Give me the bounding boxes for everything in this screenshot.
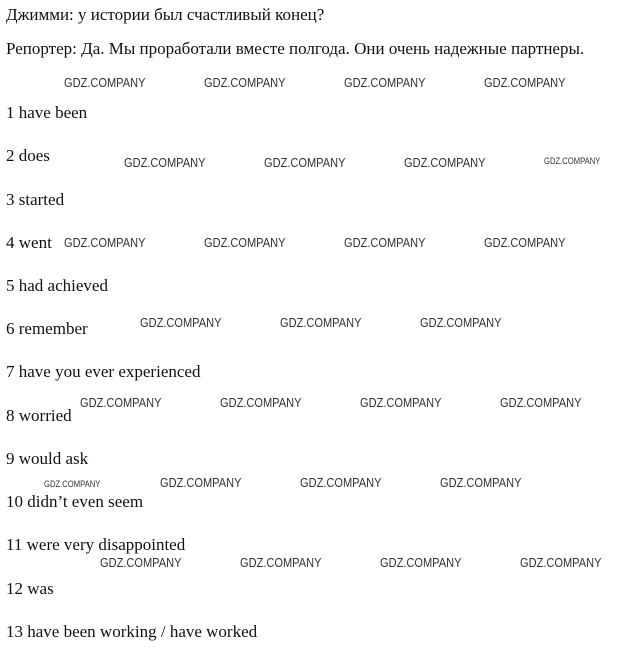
answer-2: 2 does [6,146,50,165]
answer-1: 1 have been [6,103,88,122]
watermark: GDZ.COMPANY [380,555,462,570]
answer-13: 13 have been working / have worked [6,622,258,641]
watermark: GDZ.COMPANY [64,235,146,250]
answer-5: 5 had achieved [6,276,108,295]
watermark: GDZ.COMPANY [500,395,582,410]
answer-8: 8 worried [6,406,72,425]
watermark: GDZ.COMPANY [544,156,601,166]
watermark: GDZ.COMPANY [280,315,362,330]
watermark: GDZ.COMPANY [264,155,346,170]
watermark: GDZ.COMPANY [300,475,382,490]
watermark: GDZ.COMPANY [240,555,322,570]
watermark: GDZ.COMPANY [204,235,286,250]
answer-12: 12 was [6,579,54,598]
watermark: GDZ.COMPANY [160,475,242,490]
watermark: GDZ.COMPANY [80,395,162,410]
answer-9: 9 would ask [6,449,89,468]
watermark: GDZ.COMPANY [44,479,101,489]
watermark: GDZ.COMPANY [100,555,182,570]
answer-3: 3 started [6,190,65,209]
watermark: GDZ.COMPANY [124,155,206,170]
answer-10: 10 didn’t even seem [6,492,144,511]
answer-11: 11 were very disappointed [6,535,186,554]
watermark: GDZ.COMPANY [140,315,222,330]
watermark: GDZ.COMPANY [420,315,502,330]
dialogue-reporter: Репортер: Да. Мы проработали вместе полгода. Они очень надежные партнеры. [6,39,585,58]
watermark: GDZ.COMPANY [360,395,442,410]
watermark: GDZ.COMPANY [204,75,286,90]
watermark: GDZ.COMPANY [440,475,522,490]
watermark: GDZ.COMPANY [520,555,602,570]
watermark: GDZ.COMPANY [484,235,566,250]
watermark: GDZ.COMPANY [484,75,566,90]
watermark: GDZ.COMPANY [344,75,426,90]
watermark: GDZ.COMPANY [344,235,426,250]
dialogue-jimmy: Джимми: у истории был счастливый конец? [6,5,325,24]
answer-4: 4 went [6,233,52,252]
answer-6: 6 remember [6,319,88,338]
answer-7: 7 have you ever experienced [6,362,201,381]
watermark: GDZ.COMPANY [220,395,302,410]
watermark: GDZ.COMPANY [404,155,486,170]
watermark: GDZ.COMPANY [64,75,146,90]
